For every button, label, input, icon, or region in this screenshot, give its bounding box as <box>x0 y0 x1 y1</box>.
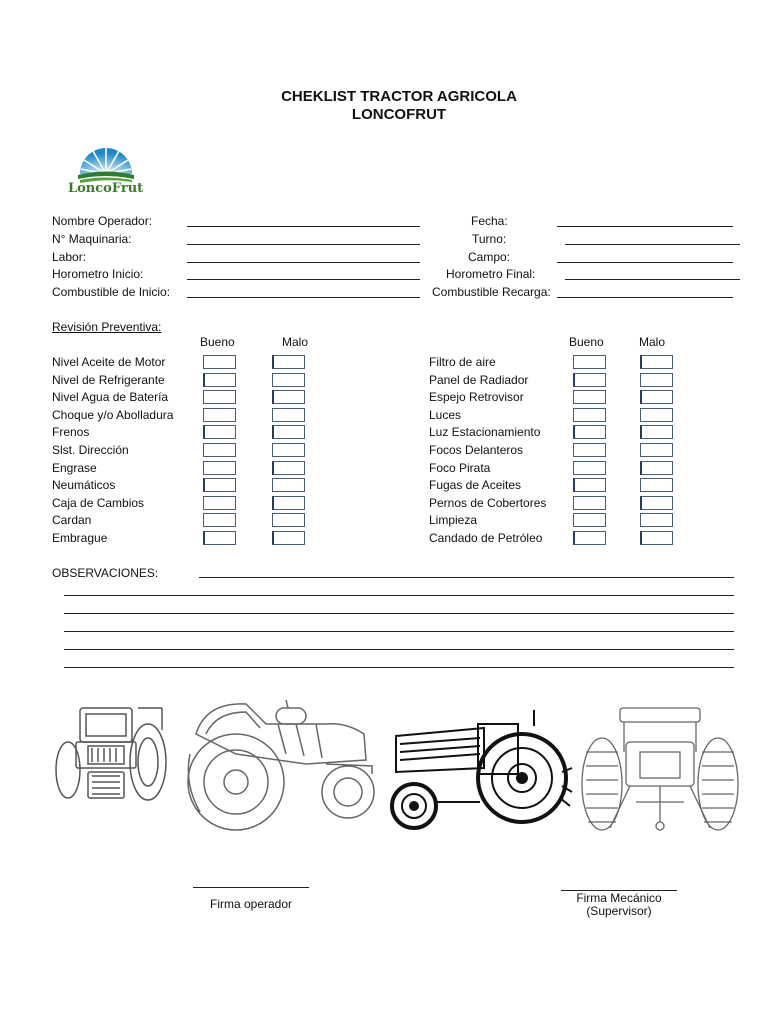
field-label-horometro-inicio: Horometro Inicio: <box>52 267 144 281</box>
checkbox-bueno[interactable] <box>573 513 606 527</box>
checklist-item-label: Choque y/o Abolladura <box>52 408 174 422</box>
checkbox-malo[interactable] <box>272 478 305 492</box>
checkbox-bueno[interactable] <box>573 425 606 439</box>
checkbox-bueno[interactable] <box>573 390 606 404</box>
checkbox-malo[interactable] <box>640 355 673 369</box>
checkbox-malo[interactable] <box>640 408 673 422</box>
checklist-item-label: Nivel de Refrigerante <box>52 373 165 387</box>
observations-line[interactable] <box>64 595 734 596</box>
signature-label-mechanic: Firma Mecánico <box>576 891 662 905</box>
tractor-side-bw-icon <box>384 706 574 836</box>
checkbox-malo[interactable] <box>640 425 673 439</box>
checkbox-malo[interactable] <box>272 373 305 387</box>
checkbox-bueno[interactable] <box>203 425 236 439</box>
field-line-operador[interactable] <box>187 226 420 227</box>
checkbox-bueno[interactable] <box>573 373 606 387</box>
checklist-item-label: Luces <box>429 408 462 422</box>
observations-line[interactable] <box>199 577 734 578</box>
checkbox-bueno[interactable] <box>573 461 606 475</box>
observations-line[interactable] <box>64 649 734 650</box>
field-line-labor[interactable] <box>187 262 420 263</box>
checklist-item-label: Pernos de Cobertores <box>429 496 547 510</box>
revision-heading: Revisión Preventiva: <box>52 320 162 334</box>
checkbox-malo[interactable] <box>272 443 305 457</box>
column-header-bueno-right: Bueno <box>569 335 604 349</box>
checkbox-malo[interactable] <box>272 425 305 439</box>
checklist-item-label: Fugas de Aceites <box>429 478 522 492</box>
column-header-bueno-left: Bueno <box>200 335 235 349</box>
checklist-item-label: Luz Estacionamiento <box>429 425 541 439</box>
tractor-rear-icon <box>580 702 740 842</box>
checkbox-bueno[interactable] <box>203 408 236 422</box>
checklist-item-label: Foco Pirata <box>429 461 491 475</box>
checkbox-malo[interactable] <box>272 531 305 545</box>
checkbox-bueno[interactable] <box>573 355 606 369</box>
checklist-item-label: Engrase <box>52 461 97 475</box>
signature-line-operator[interactable] <box>193 887 309 888</box>
tractor-front-icon <box>52 700 172 810</box>
field-line-horometro-final[interactable] <box>565 279 740 280</box>
field-line-fecha[interactable] <box>557 226 733 227</box>
field-label-turno: Turno: <box>472 232 507 246</box>
field-line-horometro-inicio[interactable] <box>187 279 420 280</box>
observations-line[interactable] <box>64 613 734 614</box>
checklist-item-label: Candado de Petróleo <box>429 531 543 545</box>
field-line-combustible-inicio[interactable] <box>187 297 420 298</box>
checklist-item-label: Panel de Radiador <box>429 373 529 387</box>
checkbox-bueno[interactable] <box>573 531 606 545</box>
checklist-item-label: Focos Delanteros <box>429 443 524 457</box>
document-subtitle: LONCOFRUT <box>351 106 447 123</box>
checkbox-bueno[interactable] <box>203 478 236 492</box>
checkbox-malo[interactable] <box>272 496 305 510</box>
checkbox-malo[interactable] <box>272 355 305 369</box>
tractor-side-icon <box>176 694 376 834</box>
checkbox-bueno[interactable] <box>203 355 236 369</box>
field-label-combustible-recarga: Combustible Recarga: <box>432 285 551 299</box>
checkbox-bueno[interactable] <box>203 443 236 457</box>
checkbox-malo[interactable] <box>640 373 673 387</box>
observations-line[interactable] <box>64 631 734 632</box>
checklist-item-label: Nivel Agua de Batería <box>52 390 169 404</box>
checkbox-bueno[interactable] <box>573 443 606 457</box>
field-label-combustible-inicio: Combustible de Inicio: <box>52 285 171 299</box>
document-title: CHEKLIST TRACTOR AGRICOLA <box>281 88 517 105</box>
checklist-item-label: Slst. Dirección <box>52 443 129 457</box>
checklist-item-label: Embrague <box>52 531 108 545</box>
field-line-campo[interactable] <box>557 262 733 263</box>
checkbox-bueno[interactable] <box>573 496 606 510</box>
checklist-item-label: Frenos <box>52 425 90 439</box>
checkbox-bueno[interactable] <box>203 496 236 510</box>
checklist-item-label: Nivel Aceite de Motor <box>52 355 166 369</box>
checkbox-malo[interactable] <box>640 478 673 492</box>
checklist-item-label: Cardan <box>52 513 92 527</box>
field-label-labor: Labor: <box>52 250 87 264</box>
checkbox-bueno[interactable] <box>203 461 236 475</box>
checklist-item-label: Neumáticos <box>52 478 116 492</box>
checkbox-bueno[interactable] <box>573 478 606 492</box>
checklist-item-label: Espejo Retrovisor <box>429 390 524 404</box>
field-label-fecha: Fecha: <box>471 214 508 228</box>
checkbox-malo[interactable] <box>640 513 673 527</box>
company-logo <box>66 144 146 200</box>
checklist-item-label: Filtro de aire <box>429 355 496 369</box>
checkbox-malo[interactable] <box>640 443 673 457</box>
checkbox-bueno[interactable] <box>203 373 236 387</box>
checklist-item-label: Caja de Cambios <box>52 496 145 510</box>
checkbox-malo[interactable] <box>640 390 673 404</box>
observations-line[interactable] <box>64 667 734 668</box>
checkbox-malo[interactable] <box>272 461 305 475</box>
field-label-horometro-final: Horometro Final: <box>446 267 536 281</box>
field-label-operador: Nombre Operador: <box>52 214 153 228</box>
checkbox-bueno[interactable] <box>203 513 236 527</box>
logo-text: LoncoFrut <box>68 181 144 196</box>
signature-label-supervisor: (Supervisor) <box>586 904 652 918</box>
checkbox-malo[interactable] <box>272 513 305 527</box>
field-line-turno[interactable] <box>565 244 740 245</box>
column-header-malo-right: Malo <box>639 335 666 349</box>
column-header-malo-left: Malo <box>282 335 309 349</box>
checkbox-malo[interactable] <box>640 461 673 475</box>
field-label-campo: Campo: <box>468 250 511 264</box>
field-label-maquinaria: N° Maquinaria: <box>52 232 132 246</box>
checklist-item-label: Limpieza <box>429 513 478 527</box>
checkbox-malo[interactable] <box>640 531 673 545</box>
signature-label-operator: Firma operador <box>209 897 293 911</box>
checkbox-malo[interactable] <box>272 408 305 422</box>
checkbox-bueno[interactable] <box>203 531 236 545</box>
checkbox-malo[interactable] <box>272 390 305 404</box>
field-line-maquinaria[interactable] <box>187 244 420 245</box>
checkbox-bueno[interactable] <box>573 408 606 422</box>
observations-label: OBSERVACIONES: <box>52 566 159 580</box>
sunrise-logo-icon <box>66 144 146 186</box>
checkbox-bueno[interactable] <box>203 390 236 404</box>
field-line-combustible-recarga[interactable] <box>557 297 733 298</box>
checkbox-malo[interactable] <box>640 496 673 510</box>
